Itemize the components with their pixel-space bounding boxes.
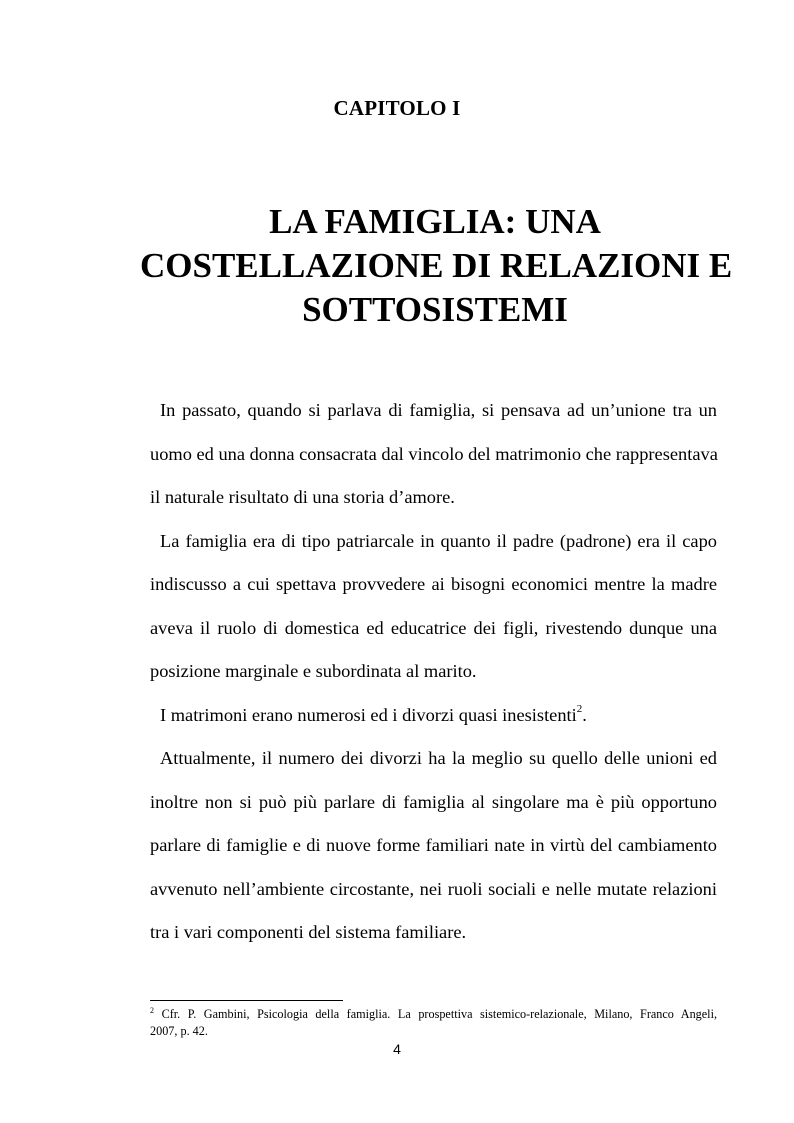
paragraph-3-end: . xyxy=(582,704,587,725)
text-line: il naturale risultato di una storia d’amore. xyxy=(150,487,455,507)
footnote-text: Cfr. P. Gambini, Psicologia della famiglia. La prospettiva sistemico-relazionale, Milano, Franco Angeli, xyxy=(161,1007,718,1021)
chapter-title xyxy=(140,200,733,332)
page-number: 4 xyxy=(393,1041,401,1057)
text-line: aveva il ruolo di domestica ed educatrice dei figli, rivestendo dunque una xyxy=(150,617,717,638)
chapter-label: CAPITOLO I xyxy=(333,96,461,120)
paragraph-3-text: I matrimoni erano numerosi ed i divorzi quasi inesistenti xyxy=(160,704,577,725)
text-line: La famiglia era di tipo patriarcale in quanto il padre (padrone) era il capo xyxy=(160,530,717,551)
paragraph-1 xyxy=(150,389,717,520)
footnote-reference[interactable]: 2 xyxy=(576,703,583,716)
paragraph-4 xyxy=(150,737,717,955)
chapter-title-line: COSTELLAZIONE DI RELAZIONI E xyxy=(140,246,733,285)
footnote-line xyxy=(150,1006,717,1023)
footnote xyxy=(150,1006,717,1040)
body-text xyxy=(150,389,717,955)
text-line: inoltre non si può più parlare di famiglia al singolare ma è più opportuno xyxy=(150,791,717,812)
text-line: In passato, quando si parlava di famiglia, si pensava ad un’unione tra un xyxy=(160,400,717,420)
text-line xyxy=(150,694,717,738)
paragraph-3 xyxy=(150,694,717,738)
text-line: parlare di famiglie e di nuove forme familiari nate in virtù del cambiamento xyxy=(150,835,717,855)
footnote-separator xyxy=(150,1000,343,1001)
text-line: tra i vari componenti del sistema familiare. xyxy=(150,922,467,942)
footnote-line: 2007, p. 42. xyxy=(150,1024,208,1038)
chapter-title-line: LA FAMIGLIA: UNA xyxy=(269,202,601,241)
text-line: avvenuto nell’ambiente circostante, nei ruoli sociali e nelle mutate relazioni xyxy=(150,878,717,899)
text-line: Attualmente, il numero dei divorzi ha la meglio su quello delle unioni ed xyxy=(160,748,717,768)
text-line: uomo ed una donna consacrata dal vincolo del matrimonio che rappresentava xyxy=(150,443,718,464)
text-line: posizione marginale e subordinata al marito. xyxy=(150,661,477,681)
text-line: indiscusso a cui spettava provvedere ai bisogni economici mentre la madre xyxy=(150,574,717,594)
paragraph-2 xyxy=(150,520,717,694)
footnote-number: 2 xyxy=(150,1005,154,1015)
chapter-title-line: SOTTOSISTEMI xyxy=(302,290,568,329)
